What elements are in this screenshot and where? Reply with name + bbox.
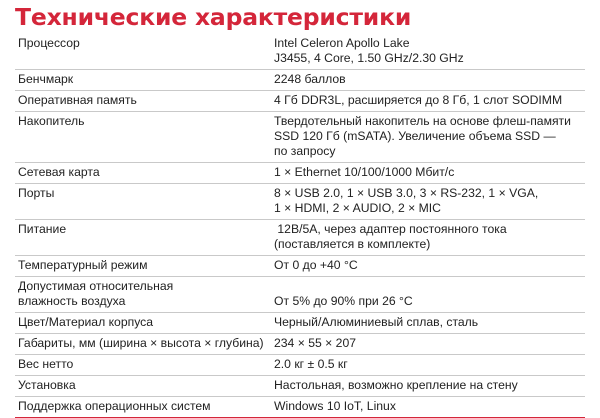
spec-row-storage — [15, 112, 585, 163]
label-line: влажность воздуха — [18, 294, 126, 308]
value-line: Intel Celeron Apollo Lake — [274, 36, 410, 50]
spec-row-benchmark — [15, 70, 585, 91]
spec-label: Накопитель — [15, 112, 273, 163]
spec-label: Установка — [15, 376, 273, 397]
spec-label: Габариты, мм (ширина × высота × глубина) — [15, 334, 273, 355]
spec-label — [15, 277, 273, 313]
spec-row-installation — [15, 376, 585, 397]
value-line: по запросу — [274, 144, 336, 158]
spec-value: От 0 до +40 °C — [273, 256, 585, 277]
spec-label: Порты — [15, 184, 273, 220]
spec-value — [273, 112, 585, 163]
spec-row-processor — [15, 34, 585, 70]
spec-row-temperature — [15, 256, 585, 277]
label-line: Допустимая относительная — [18, 279, 174, 293]
spec-label: Сетевая карта — [15, 163, 273, 184]
spec-label: Температурный режим — [15, 256, 273, 277]
spec-label: Цвет/Материал корпуса — [15, 313, 273, 334]
value-line: 1 × HDMI, 2 × AUDIO, 2 × MIC — [274, 201, 441, 215]
spec-value: Windows 10 IoT, Linux — [273, 397, 585, 418]
spec-value — [273, 220, 585, 256]
spec-value — [273, 34, 585, 70]
spec-value — [273, 184, 585, 220]
value-line: SSD 120 Гб (mSATA). Увеличение объема SSD — — [274, 129, 556, 143]
page-title: Технические характеристики — [15, 3, 412, 31]
value-line: Твердотельный накопитель на основе флеш-памяти — [274, 114, 571, 128]
spec-value: 2.0 кг ± 0.5 кг — [273, 355, 585, 376]
spec-value: Черный/Алюминиевый сплав, сталь — [273, 313, 585, 334]
spec-label: Питание — [15, 220, 273, 256]
spec-label: Оперативная память — [15, 91, 273, 112]
spec-row-color-material — [15, 313, 585, 334]
spec-value: 1 × Ethernet 10/100/1000 Мбит/с — [273, 163, 585, 184]
value-line: 8 × USB 2.0, 1 × USB 3.0, 3 × RS-232, 1 × VGA, — [274, 186, 539, 200]
spec-value: Настольная, возможно крепление на стену — [273, 376, 585, 397]
spec-row-weight — [15, 355, 585, 376]
value-line: 12В/5А, через адаптер постоянного тока — [274, 222, 507, 236]
specs-table — [15, 34, 585, 418]
spec-label: Поддержка операционных систем — [15, 397, 273, 418]
spec-row-ram — [15, 91, 585, 112]
spec-value: 4 Гб DDR3L, расширяется до 8 Гб, 1 слот SODIMM — [273, 91, 585, 112]
spec-row-power — [15, 220, 585, 256]
spec-row-network — [15, 163, 585, 184]
spec-row-dimensions — [15, 334, 585, 355]
spec-value: 234 × 55 × 207 — [273, 334, 585, 355]
value-line: J3455, 4 Core, 1.50 GHz/2.30 GHz — [274, 51, 464, 65]
spec-row-ports — [15, 184, 585, 220]
spec-value: От 5% до 90% при 26 °C — [273, 277, 585, 313]
spec-label: Вес нетто — [15, 355, 273, 376]
spec-label: Бенчмарк — [15, 70, 273, 91]
spec-row-humidity — [15, 277, 585, 313]
spec-value: 2248 баллов — [273, 70, 585, 91]
value-line: (поставляется в комплекте) — [274, 237, 431, 251]
spec-label: Процессор — [15, 34, 273, 70]
spec-row-os — [15, 397, 585, 418]
